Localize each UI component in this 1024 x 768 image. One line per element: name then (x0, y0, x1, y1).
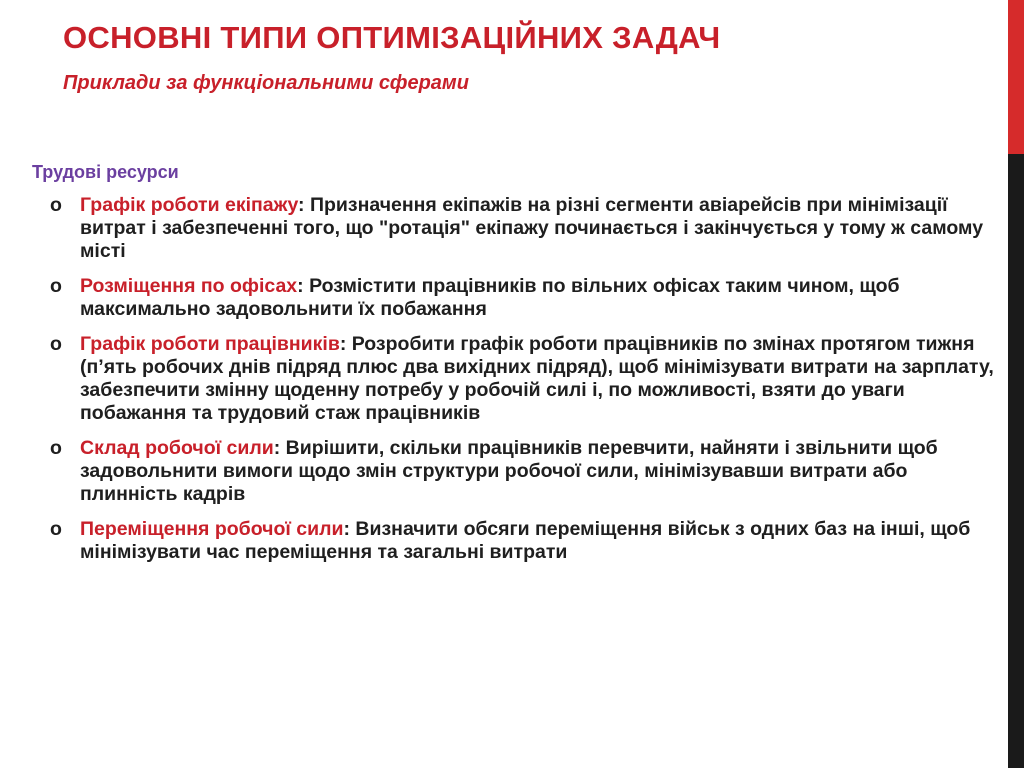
item-description: : Визначити обсяги переміщення військ з одних баз на інші, щоб мінімізувати час переміщення та загальні витрати (80, 518, 971, 563)
section-heading: Трудові ресурси (32, 162, 179, 182)
list-item-employee-scheduling (48, 333, 998, 425)
bullet-icon: o (50, 437, 62, 459)
side-accent-bar-dark (1008, 154, 1024, 768)
list-item-workforce-relocation (48, 518, 998, 564)
item-description: : Призначення екіпажів на різні сегменти авіарейсів при мінімізації витрат і забезпеченні того, що "ротація" екіпажу починається і закінчується у тому ж самому місті (80, 194, 984, 262)
item-term: Переміщення робочої сили (80, 518, 344, 540)
item-description: : Вирішити, скільки працівників перевчити, найняти і звільнити щоб задовольнити вимоги щодо змін структури робочої сили, мінімізувавши витрати або плинність кадрів (80, 437, 938, 505)
list-item-workforce-planning (48, 437, 998, 506)
bullet-icon: o (50, 518, 62, 540)
slide-title: ОСНОВНІ ТИПИ ОПТИМІЗАЦІЙНИХ ЗАДАЧ (63, 20, 721, 55)
list-item-office-allocation (48, 275, 998, 321)
side-accent-bar-red (1008, 0, 1024, 154)
item-term: Склад робочої сили (80, 437, 274, 459)
item-term: Графік роботи екіпажу (80, 194, 299, 216)
item-term: Розміщення по офісах (80, 275, 298, 297)
bullet-icon: o (50, 333, 62, 355)
bullet-icon: o (50, 194, 62, 216)
slide-subtitle: Приклади за функціональними сферами (63, 72, 469, 94)
list-item-crew-scheduling (48, 194, 998, 263)
bullet-icon: o (50, 275, 62, 297)
item-description: : Розмістити працівників по вільних офісах таким чином, щоб максимально задовольнити їх побажання (80, 275, 900, 320)
item-description: : Розробити графік роботи працівників по змінах протягом тижня (п’ять робочих днів підряд плюс два вихідних підряд), щоб мінімізувати витрати на зарплату, забезпечити змінну щоденну потребу у робочій силі і, по можливості, взяти до уваги побажання та трудовий стаж працівників (80, 333, 994, 424)
optimization-task-list (48, 194, 998, 576)
item-term: Графік роботи працівників (80, 333, 340, 355)
